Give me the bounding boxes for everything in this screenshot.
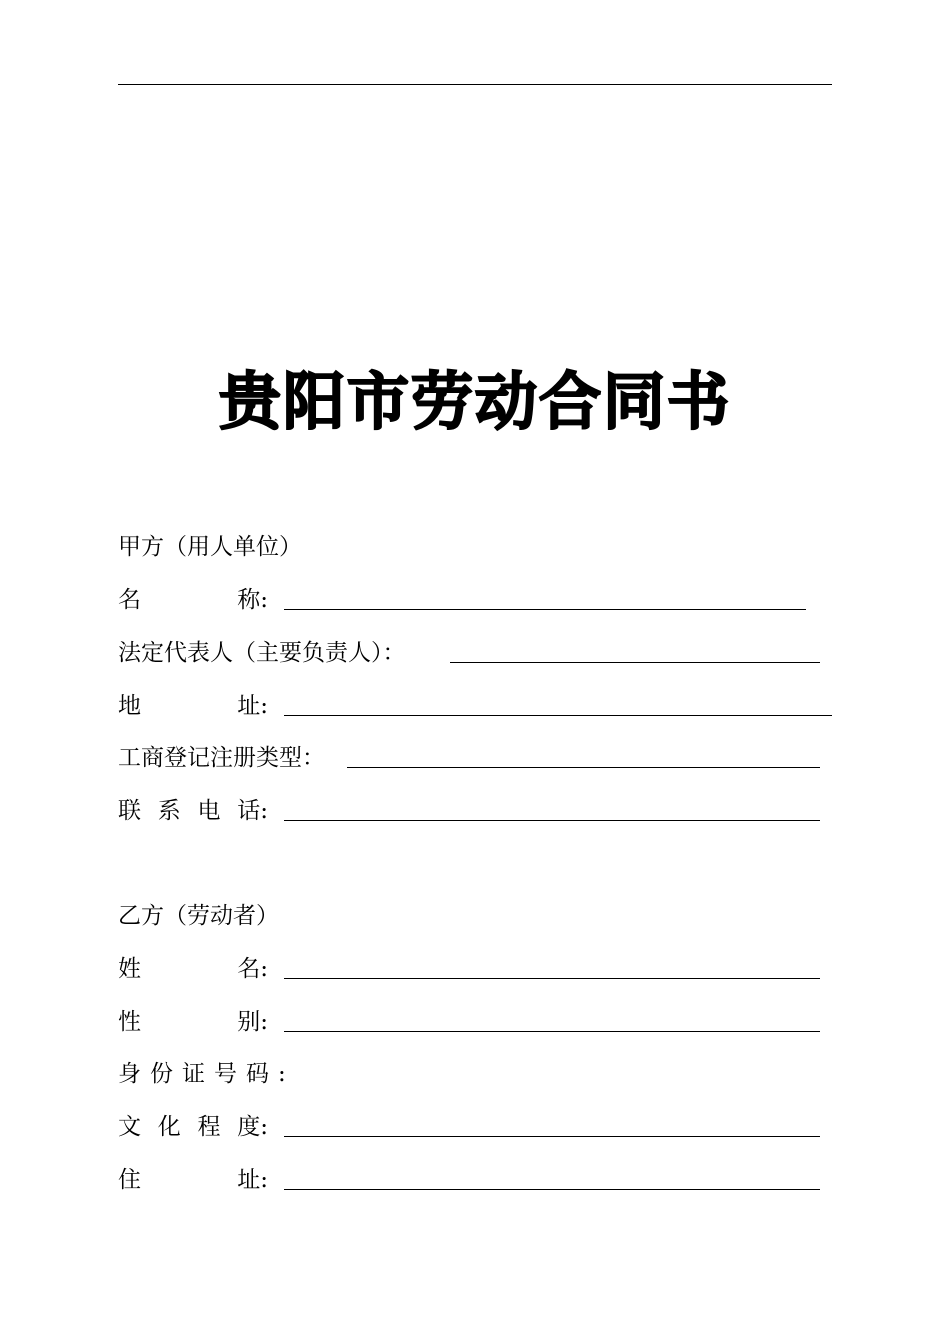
party-a-legal-rep-field[interactable] (450, 662, 820, 663)
party-b-name-field[interactable] (284, 978, 820, 979)
party-b-gender-field[interactable] (284, 1031, 820, 1032)
party-b-id-number-row (118, 1059, 832, 1089)
party-a-address-field[interactable] (284, 715, 832, 716)
party-a-registration-type-label: 工商登记注册类型： (118, 745, 325, 771)
party-a-phone-label: 联 系 电 话: (118, 798, 268, 824)
party-b-education-label: 文 化 程 度: (118, 1114, 268, 1140)
party-a-legal-rep-label: 法定代表人（主要负责人）： (118, 640, 406, 666)
party-b-name-label: 姓 名: (118, 956, 268, 982)
party-b-heading-text: 乙方（劳动者） (118, 903, 279, 929)
party-b-id-number-label: 身份证号码: (118, 1061, 295, 1087)
party-b-gender-row (118, 1007, 832, 1037)
party-a-address-label: 地 址: (118, 693, 268, 719)
party-a-address-row (118, 691, 832, 721)
party-b-address-row (118, 1165, 832, 1195)
party-b-gender-label: 性 别: (118, 1009, 268, 1035)
party-a-registration-type-field[interactable] (347, 767, 820, 768)
party-a-name-row (118, 585, 832, 615)
party-b-name-row (118, 954, 832, 984)
party-a-name-label: 名 称: (118, 587, 268, 613)
party-b-education-row (118, 1112, 832, 1142)
party-a-registration-type-row (118, 743, 832, 773)
party-a-heading-text: 甲方（用人单位） (118, 534, 302, 560)
party-a-phone-field[interactable] (284, 820, 820, 821)
party-b-education-field[interactable] (284, 1136, 820, 1137)
party-b-address-label: 住 址: (118, 1167, 268, 1193)
party-a-legal-rep-row (118, 638, 832, 668)
party-a-name-field[interactable] (284, 609, 806, 610)
document-title: 贵阳市劳动合同书 (218, 365, 731, 438)
header-rule (118, 84, 832, 85)
party-a-phone-row (118, 796, 832, 826)
party-b-address-field[interactable] (284, 1189, 820, 1190)
